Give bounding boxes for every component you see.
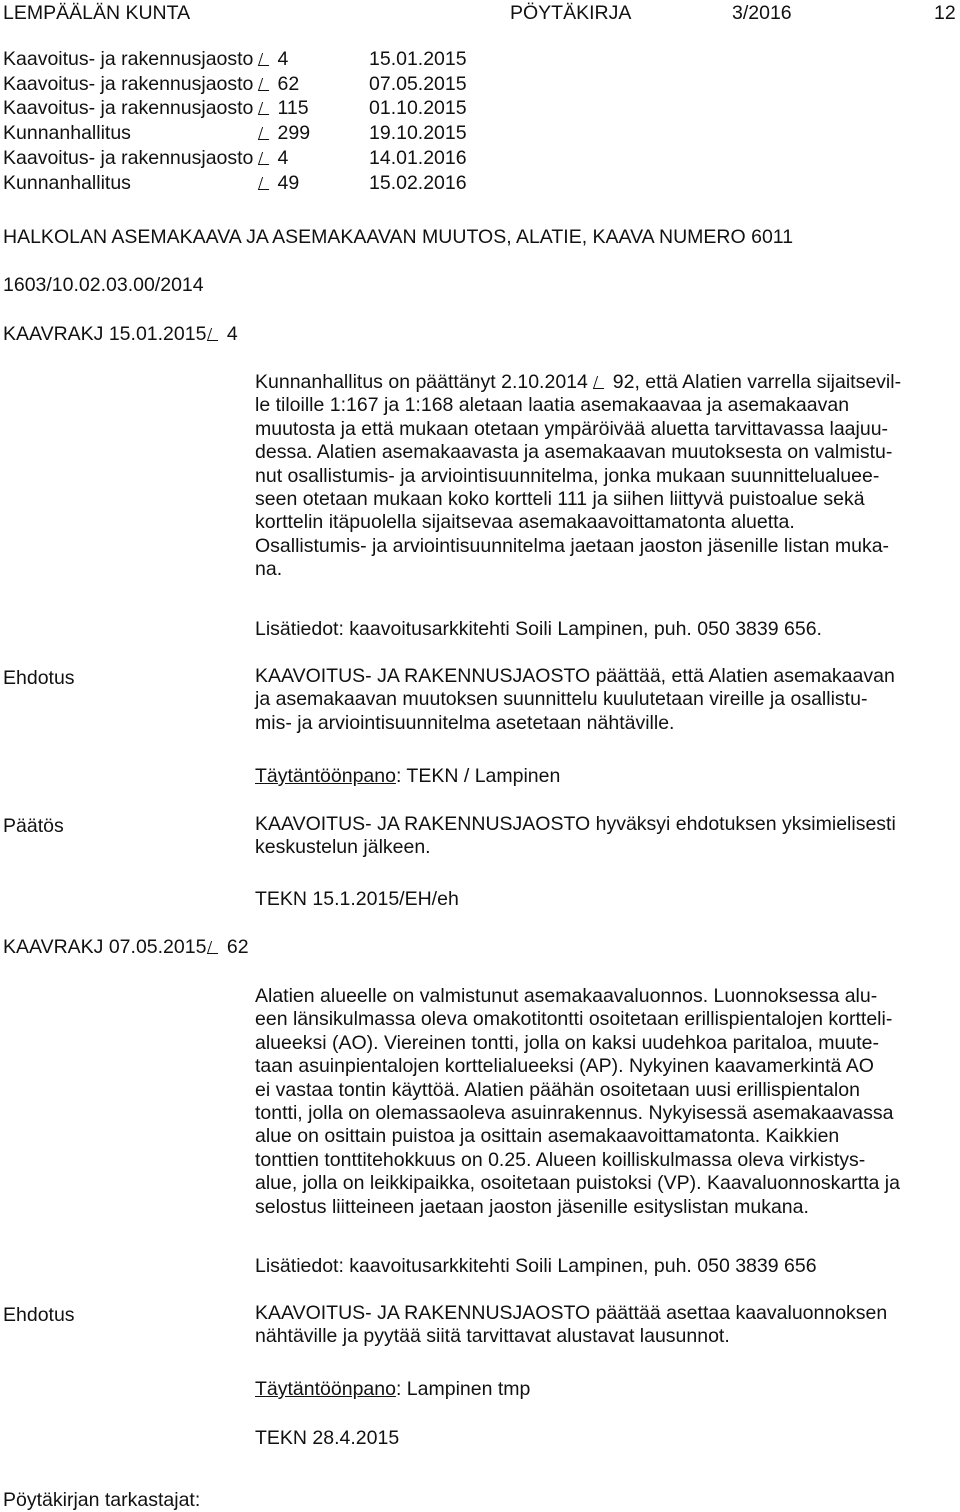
section-sign-icon [258,177,273,190]
body-line: tontti, jolla on olemassaoleva asuinrakennus. Nykyisessä asemakaavassa [255,1102,894,1125]
history-section: 49 [258,174,299,194]
history-date: 07.05.2015 [369,73,467,95]
body-line: taan asuinpientalojen korttelialueeksi (AP). Nykyinen kaavamerkintä AO [255,1055,874,1078]
body-line: nut osallistumis- ja arviointisuunnitelma, jonka mukaan suunnittelualuee- [255,464,880,487]
history-section: 4 [258,50,288,70]
body-line: alue, jolla on leikkipaikka, osoitetaan puistoksi (VP). Kaavaluonnoskartta ja [255,1172,900,1195]
proposal-label: Ehdotus [3,667,75,689]
body-line: mis- ja arviointisuunnitelma asetetaan nähtäville. [255,711,675,734]
body-line: ja asemakaavan muutoksen suunnittelu kuulutetaan vireille ja osallistu- [255,688,868,711]
page-number: 12 [934,2,956,24]
section-sign-icon [258,102,273,115]
history-organ: Kaavoitus- ja rakennusjaosto [3,73,254,95]
body-line: alue on osittain puistoa ja osittain asemakaavoittamatonta. Kaikkien [255,1125,840,1148]
body-line: dessa. Alatien asemakaavasta ja asemakaavan muutoksesta on valmistu- [255,441,893,464]
history-section: 115 [258,99,309,119]
meeting-label: KAAVRAKJ 15.01.2015 4 [3,323,238,345]
body-line: Kunnanhallitus on päättänyt 2.10.2014 92, että Alatien varrella sijaitsevil- [255,371,902,393]
section-sign-icon [593,376,608,389]
decision-label: Päätös [3,815,64,837]
reference: TEKN 15.1.2015/EH/eh [255,888,459,910]
body-line: alueeksi (AO). Viereinen tontti, jolla on kaksi uudehkoa paritaloa, muute- [255,1031,879,1054]
contact-info: Lisätiedot: kaavoitusarkkitehti Soili Lampinen, puh. 050 3839 656 [255,1255,817,1277]
document-number: 3/2016 [732,2,792,24]
contact-info: Lisätiedot: kaavoitusarkkitehti Soili Lampinen, puh. 050 3839 656. [255,618,822,640]
section-sign-icon [207,941,222,954]
history-organ: Kunnanhallitus [3,172,131,194]
history-section: 4 [258,149,288,169]
matter-title: HALKOLAN ASEMAKAAVA JA ASEMAKAAVAN MUUTOS, ALATIE, KAAVA NUMERO 6011 [3,226,794,248]
body-line: KAAVOITUS- JA RAKENNUSJAOSTO päättää asettaa kaavaluonnoksen [255,1302,888,1324]
history-organ: Kunnanhallitus [3,122,131,144]
reference: TEKN 28.4.2015 [255,1427,400,1449]
history-date: 19.10.2015 [369,122,467,144]
body-line: KAAVOITUS- JA RAKENNUSJAOSTO hyväksyi ehdotuksen yksimielisesti [255,813,896,835]
body-line: muutosta ja että mukaan otetaan ympäröivää aluetta tarvittavassa laajuu- [255,417,889,440]
history-section: 62 [258,75,299,95]
history-organ: Kaavoitus- ja rakennusjaosto [3,97,254,119]
section-sign-icon [258,152,273,165]
section-sign-icon [207,328,222,341]
proposal-label: Ehdotus [3,1304,75,1326]
body-line: korttelin itäpuolella sijaitsevaa asemakaavoittamatonta aluetta. [255,511,795,534]
body-line: Alatien alueelle on valmistunut asemakaavaluonnos. Luonnoksessa alu- [255,985,878,1007]
decision-text [255,813,958,860]
section-sign-icon [258,78,273,91]
execution-line: Täytäntöönpano: Lampinen tmp [255,1378,531,1400]
body-line: nähtäville ja pyytää siitä tarvittavat alustavat lausunnot. [255,1325,730,1348]
meeting1-body [255,371,958,582]
proposal-text [255,665,958,735]
body-line: seen otetaan mukaan koko kortteli 111 ja siihen liittyvä puistoalue sekä [255,488,865,511]
body-line: KAAVOITUS- JA RAKENNUSJAOSTO päättää, että Alatien asemakaavan [255,665,895,687]
body-line: na. [255,558,283,581]
signers-label: Pöytäkirjan tarkastajat: [3,1489,201,1511]
body-line: een länsikulmassa oleva omakotitontti osoitetaan erillispientalojen kortteli- [255,1008,893,1031]
proposal-text [255,1302,958,1349]
body-line: selostus liitteineen jaetaan jaoston jäsenille esityslistan mukana. [255,1195,809,1218]
history-date: 01.10.2015 [369,97,467,119]
history-section: 299 [258,124,310,144]
meeting-label: KAAVRAKJ 07.05.2015 62 [3,936,249,958]
history-date: 15.01.2015 [369,48,467,70]
body-line: ei vastaa tontin käyttöä. Alatien päähän osoitetaan uusi erillispientalon [255,1078,860,1101]
body-line: tonttien tonttitehokkuus on 0.25. Alueen koilliskulmassa oleva virkistys- [255,1148,866,1171]
municipality-name: LEMPÄÄLÄN KUNTA [3,2,191,24]
document-type: PÖYTÄKIRJA [510,2,632,24]
history-organ: Kaavoitus- ja rakennusjaosto [3,48,254,70]
execution-line: Täytäntöönpano: TEKN / Lampinen [255,765,561,787]
history-date: 14.01.2016 [369,147,467,169]
meeting2-body [255,985,958,1219]
section-sign-icon [258,127,273,140]
section-sign-icon [258,53,273,66]
body-line: Osallistumis- ja arviointisuunnitelma jaetaan jaoston jäsenille listan muka- [255,534,890,557]
body-line: keskustelun jälkeen. [255,836,431,859]
history-date: 15.02.2016 [369,172,467,194]
diary-number: 1603/10.02.03.00/2014 [3,274,204,296]
history-organ: Kaavoitus- ja rakennusjaosto [3,147,254,169]
body-line: le tiloille 1:167 ja 1:168 aletaan laatia asemakaavaa ja asemakaavan [255,394,850,417]
